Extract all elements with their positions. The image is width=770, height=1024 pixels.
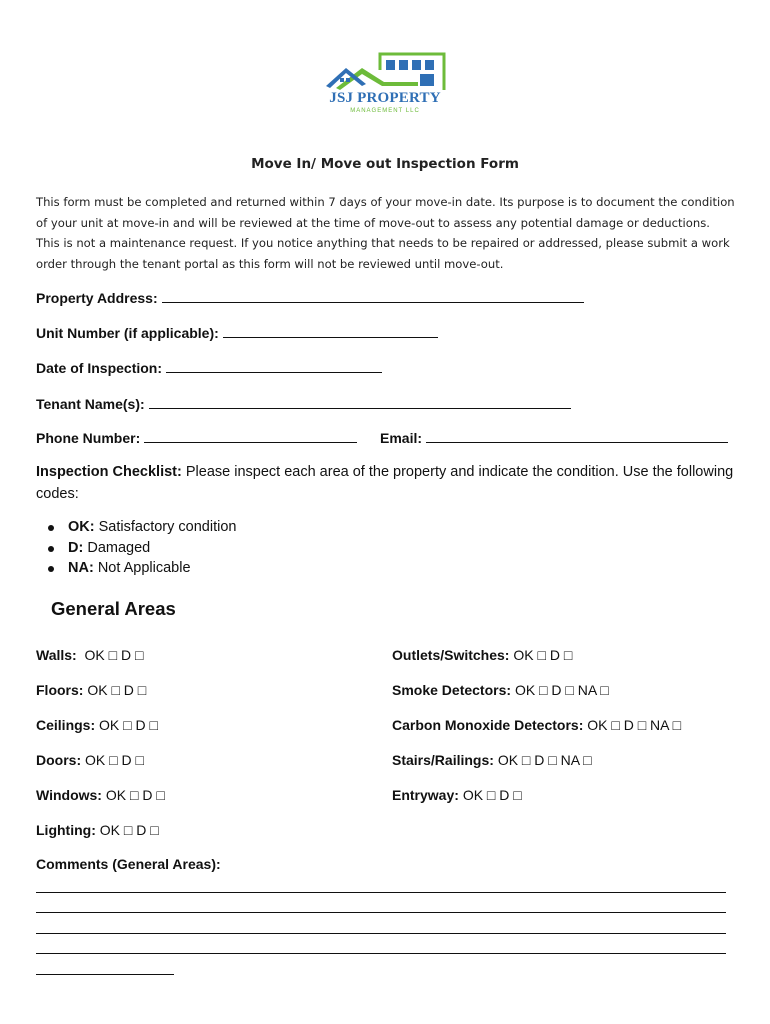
phone-number-field — [36, 428, 357, 446]
list-item — [48, 517, 236, 538]
email-field — [380, 428, 728, 446]
item-options[interactable]: OK □ D □ — [105, 787, 165, 803]
item-options[interactable]: OK □ D □ NA □ — [497, 752, 592, 768]
email-label: Email: — [380, 430, 423, 446]
phone-number-label: Phone Number: — [36, 430, 141, 446]
item-label: Smoke Detectors: — [392, 682, 512, 698]
date-of-inspection-label: Date of Inspection: — [36, 360, 163, 376]
item-label: Stairs/Railings: — [392, 752, 494, 768]
code-legend-list — [48, 517, 236, 579]
item-label: Doors: — [36, 752, 82, 768]
logo-sub-text: MANAGEMENT LLC — [350, 108, 420, 114]
checklist-item-floors[interactable] — [36, 682, 146, 698]
item-label: Lighting: — [36, 822, 96, 838]
item-options[interactable]: OK □ D □ — [85, 752, 144, 768]
item-options[interactable]: OK □ D □ — [513, 647, 573, 663]
bullet-icon — [48, 525, 54, 531]
checklist-item-ceilings[interactable] — [36, 717, 158, 733]
code-description: Satisfactory condition — [98, 519, 237, 535]
code-description: Not Applicable — [97, 560, 191, 576]
item-label: Outlets/Switches: — [392, 647, 510, 663]
tenant-names-label: Tenant Name(s): — [36, 396, 145, 412]
company-logo — [322, 52, 448, 120]
comment-line[interactable] — [36, 953, 726, 954]
property-address-label: Property Address: — [36, 290, 158, 306]
checklist-item-lighting[interactable] — [36, 822, 159, 838]
item-options[interactable]: OK □ D □ — [462, 787, 522, 803]
item-label: Walls: — [36, 647, 77, 663]
code-label: OK: — [68, 519, 95, 535]
item-options[interactable]: OK □ D □ NA □ — [514, 682, 609, 698]
unit-number-label: Unit Number (if applicable): — [36, 325, 219, 341]
bullet-icon — [48, 566, 54, 572]
checklist-item-windows[interactable] — [36, 787, 165, 803]
comment-line[interactable] — [36, 912, 726, 913]
bullet-icon — [48, 546, 54, 552]
email-input-line[interactable] — [426, 428, 728, 443]
phone-number-input-line[interactable] — [144, 428, 357, 443]
item-label: Ceilings: — [36, 717, 96, 733]
comments-label: Comments (General Areas): — [36, 856, 221, 872]
list-item — [48, 558, 236, 579]
item-options[interactable]: OK □ D □ NA □ — [587, 717, 682, 733]
checklist-item-outlets-switches[interactable] — [392, 647, 572, 663]
checklist-label: Inspection Checklist: — [36, 464, 182, 480]
date-of-inspection-field — [36, 358, 382, 376]
intro-paragraph: This form must be completed and returned within 7 days of your move-in date. Its purpose is to document the condition of your unit at move-in and will be reviewed at the time of move-out to assess any potential damage or deductions. This is not a maintenance request. If you notice anything that needs to be repaired or addressed, please submit a work order through the tenant portal as this form will not be reviewed until move-out. — [36, 195, 735, 271]
checklist-item-entryway[interactable] — [392, 787, 522, 803]
comment-line[interactable] — [36, 933, 726, 934]
code-label: NA: — [68, 560, 94, 576]
item-label: Entryway: — [392, 787, 459, 803]
item-options[interactable]: OK □ D □ — [87, 682, 147, 698]
checklist-item-carbon-monoxide-detectors[interactable] — [392, 717, 681, 733]
comment-line[interactable] — [36, 974, 174, 975]
item-label: Floors: — [36, 682, 84, 698]
item-label: Carbon Monoxide Detectors: — [392, 717, 584, 733]
date-of-inspection-input-line[interactable] — [166, 358, 382, 373]
checklist-item-walls[interactable] — [36, 647, 143, 663]
checklist-text: Please inspect each area of the property and indicate the condition. Use the following codes: — [36, 464, 734, 502]
tenant-names-input-line[interactable] — [149, 394, 571, 409]
general-areas-heading: General Areas — [51, 598, 176, 619]
item-options[interactable]: OK □ D □ — [99, 822, 159, 838]
form-title: Move In/ Move out Inspection Form — [251, 156, 519, 172]
checklist-item-smoke-detectors[interactable] — [392, 682, 609, 698]
unit-number-input-line[interactable] — [223, 323, 438, 338]
item-options[interactable]: OK □ D □ — [99, 717, 158, 733]
property-address-field — [36, 288, 584, 306]
item-label: Windows: — [36, 787, 102, 803]
checklist-intro — [36, 462, 736, 505]
comment-line[interactable] — [36, 892, 726, 893]
logo-brand-text: JSJ PROPERTY — [329, 90, 441, 106]
house-logo-icon — [322, 52, 448, 92]
checklist-item-stairs-railings[interactable] — [392, 752, 592, 768]
tenant-names-field — [36, 394, 571, 412]
code-label: D: — [68, 539, 84, 556]
unit-number-field — [36, 323, 438, 341]
checklist-item-doors[interactable] — [36, 752, 144, 768]
list-item — [48, 538, 236, 559]
item-options[interactable]: OK □ D □ — [84, 647, 144, 663]
code-description: Damaged — [87, 539, 151, 556]
property-address-input-line[interactable] — [162, 288, 584, 303]
